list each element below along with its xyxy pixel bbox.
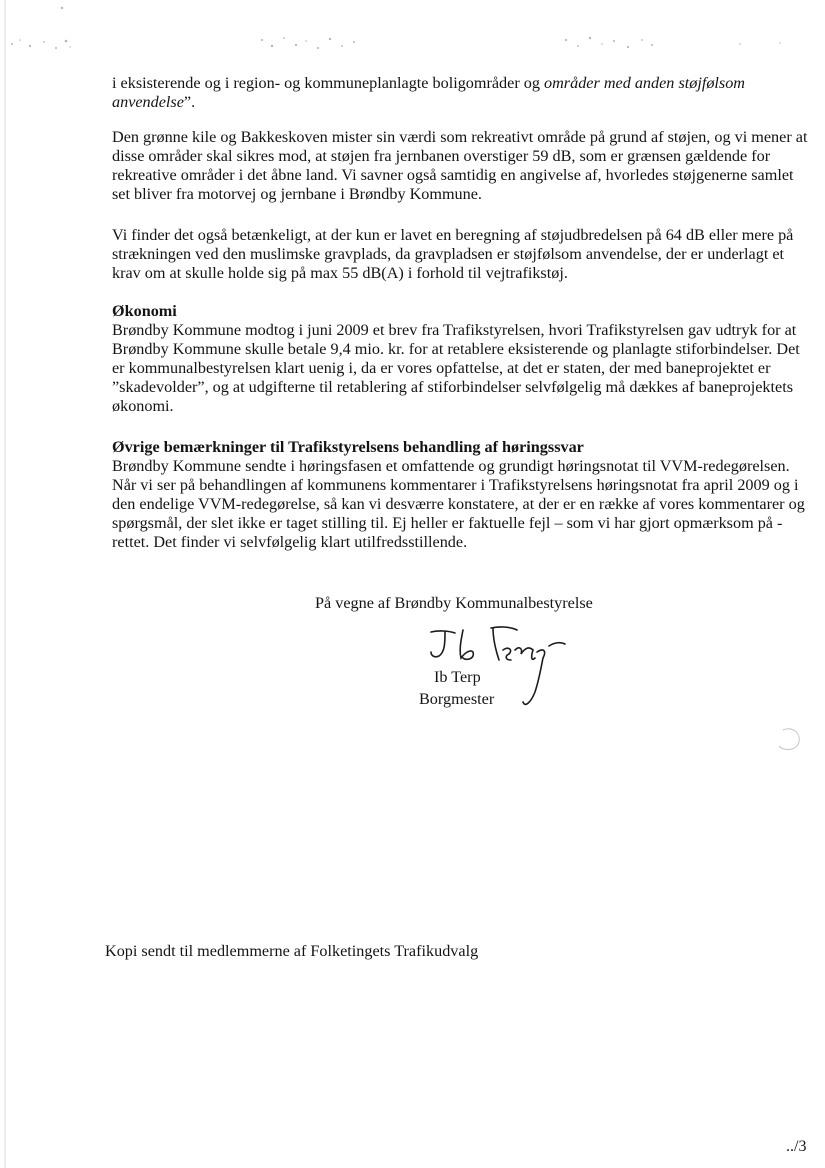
section-body-okonomi: Brøndby Kommune modtog i juni 2009 et brev fra Trafikstyrelsen, hvori Trafikstyrelsen gav udtryk for at Brøndby Kommune skulle betale 9,4 mio. kr. for at retablere eksisterende og planlagte stiforbindelser. Det er kommunalbestyrelsen klart uenig i, da er vores opfattelse, at det er staten, der med baneprojektet er ”skadevolder”, og at udgifterne til retablering af stiforbindelser selvfølgelig må dækkes af baneprojektets økonomi. (112, 321, 800, 415)
paragraph-1-text: i eksisterende og i region- og kommuneplanlagte boligområder og (112, 74, 545, 92)
section-body-ovrige: Brøndby Kommune sendte i høringsfasen et omfattende og grundigt høringsnotat til VVM-redegørelsen. Når vi ser på behandlingen af kommunens kommentarer i Trafikstyrelsens høringsnotat fra april 2009 og i den endelige VVM-redegørelse, så kan vi desværre konstatere, at der er en række af vores kommentarer og spørgsmål, der slet ikke er taget stilling til. Ej heller er faktuelle fejl – som vi har gjort opmærksom på - rettet. Det finder vi selvfølgelig klart utilfredsstillende. (112, 457, 805, 551)
paragraph-1-end: ”. (183, 93, 196, 111)
section-okonomi (112, 302, 812, 416)
on-behalf-line: På vegne af Brøndby Kommunalbestyrelse (315, 594, 593, 612)
section-ovrige (112, 438, 812, 552)
paragraph-1 (112, 74, 812, 112)
paragraph-3-text: Vi finder det også betænkeligt, at der kun er lavet en beregning af støjudbredelsen på 64 dB eller mere på strækningen ved den muslimske gravplads, da gravpladsen er støjfølsom anvendelse, der er underlagt et krav om at skulle holde sig på max 55 dB(A) i forhold til vejtrafikstøj. (112, 226, 794, 282)
signatory-name: Ib Terp (434, 668, 481, 686)
signatory-title: Borgmester (419, 690, 495, 708)
paragraph-1-emphasis: områder med anden støjfølsom anvendelse (112, 74, 745, 111)
scan-artifact-ring (773, 726, 803, 752)
page-marker: ../3 (786, 1138, 807, 1155)
paragraph-3 (112, 226, 812, 283)
paragraph-2 (112, 128, 812, 204)
scan-noise-header (0, 0, 825, 70)
scan-left-edge (4, 0, 6, 1168)
paragraph-2-text: Den grønne kile og Bakkeskoven mister sin værdi som rekreativt område på grund af støjen, og vi mener at disse områder skal sikres mod, at støjen fra jernbanen overstiger 59 dB, som er grænsen gældende for rekreative områder i det åbne land. Vi savner også samtidig en angivelse af, hvorledes støjgenerne samlet set bliver fra motorvej og jernbane i Brøndby Kommune. (112, 128, 808, 203)
section-heading-okonomi: Økonomi (112, 302, 177, 320)
section-heading-ovrige: Øvrige bemærkninger til Trafikstyrelsens behandling af høringssvar (112, 438, 584, 456)
copy-note: Kopi sendt til medlemmerne af Folketingets Trafikudvalg (105, 942, 479, 960)
